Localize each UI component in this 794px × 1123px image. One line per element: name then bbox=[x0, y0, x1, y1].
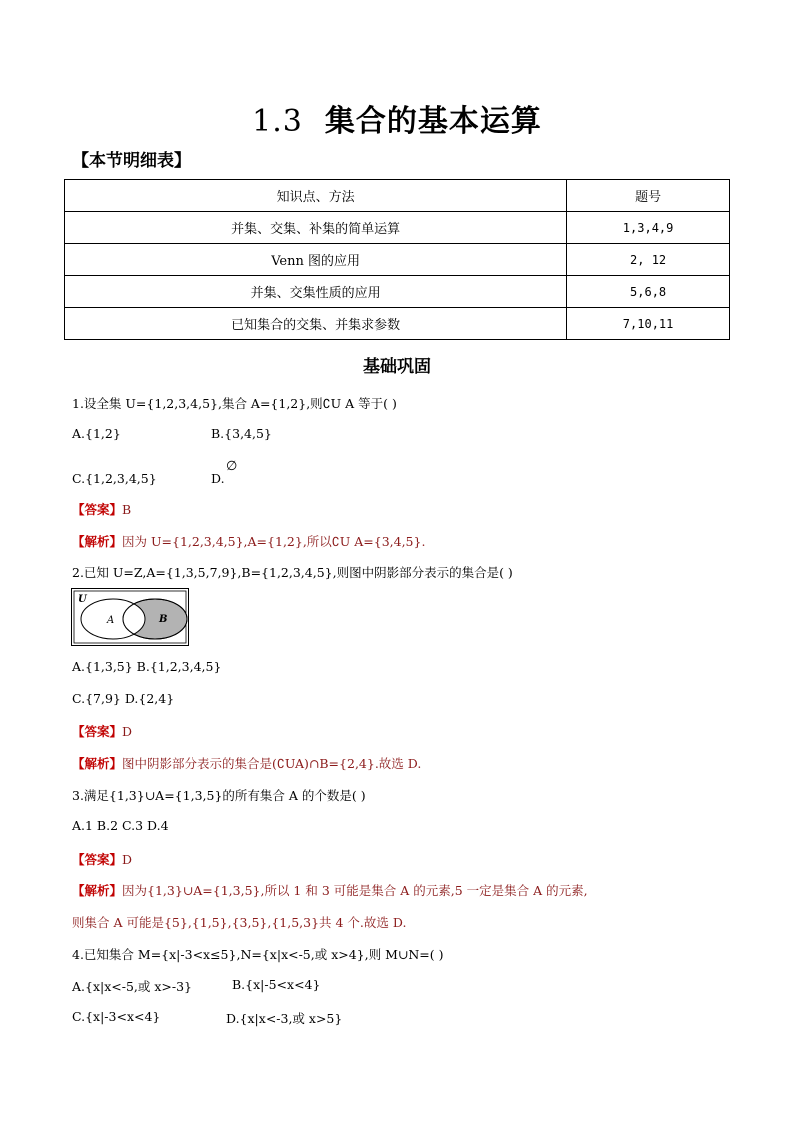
q3-analysis-cont: 则集合 A 可能是{5},{1,5},{3,5},{1,5,3}共 4 个.故选 D. bbox=[72, 915, 407, 930]
table-header-number: 题号 bbox=[567, 180, 730, 212]
q4-stem: 4.已知集合 M={x|-3<x≤5},N={x|x<-5,或 x>4},则 M∪N=( ) bbox=[72, 947, 444, 962]
answer-tag: 【答案】 bbox=[72, 502, 123, 517]
analysis-text: 因为{1,3}∪A={1,3,5},所以 1 和 3 可能是集合 A 的元素,5 一定是集合 A 的元素, bbox=[122, 883, 588, 898]
title-number: 1.3 bbox=[252, 104, 303, 139]
table-header-row bbox=[65, 180, 730, 212]
q2-options-ab: A.{1,3,5} B.{1,2,3,4,5} bbox=[72, 659, 222, 674]
q3-options: A.1 B.2 C.3 D.4 bbox=[72, 818, 169, 833]
q3-stem: 3.满足{1,3}∪A={1,3,5}的所有集合 A 的个数是( ) bbox=[72, 788, 366, 803]
venn-label-b: B bbox=[159, 614, 168, 625]
table-row bbox=[65, 308, 730, 340]
answer-value: B bbox=[122, 502, 132, 517]
q3-answer bbox=[72, 850, 132, 868]
q4-option-d: D.{x|x<-3,或 x>5} bbox=[226, 1011, 343, 1026]
table-row bbox=[65, 244, 730, 276]
table-cell: 5,6,8 bbox=[567, 276, 730, 308]
table-cell: 7,10,11 bbox=[567, 308, 730, 340]
q1-option-c: C.{1,2,3,4,5} bbox=[72, 471, 157, 486]
table-cell: 1,3,4,9 bbox=[567, 212, 730, 244]
q1-option-a: A.{1,2} bbox=[72, 426, 121, 441]
analysis-text: 图中阴影部分表示的集合是(∁UA)∩B={2,4}.故选 D. bbox=[122, 756, 422, 771]
answer-value: D bbox=[122, 724, 133, 739]
analysis-tag: 【解析】 bbox=[72, 883, 123, 898]
venn-label-a: A bbox=[107, 615, 115, 626]
venn-diagram bbox=[71, 588, 189, 646]
analysis-tag: 【解析】 bbox=[72, 534, 123, 549]
q4-option-a: A.{x|x<-5,或 x>-3} bbox=[72, 979, 193, 994]
title-text: 集合的基本运算 bbox=[324, 104, 542, 139]
q1-option-b: B.{3,4,5} bbox=[211, 426, 272, 441]
q2-answer bbox=[72, 722, 132, 740]
table-row bbox=[65, 276, 730, 308]
table-cell: Venn 图的应用 bbox=[65, 244, 567, 276]
q1-answer bbox=[72, 500, 131, 518]
answer-tag: 【答案】 bbox=[72, 852, 123, 867]
detail-table bbox=[64, 179, 730, 340]
q3-analysis bbox=[72, 881, 588, 899]
q1-analysis bbox=[72, 532, 425, 550]
table-cell: 2, 12 bbox=[567, 244, 730, 276]
table-cell: 并集、交集性质的应用 bbox=[65, 276, 567, 308]
answer-value: D bbox=[122, 852, 133, 867]
q1-stem: 1.设全集 U={1,2,3,4,5},集合 A={1,2},则∁U A 等于( ) bbox=[72, 396, 397, 411]
q4-option-c: C.{x|-3<x<4} bbox=[72, 1009, 161, 1024]
subtitle: 基础巩固 bbox=[363, 357, 431, 377]
analysis-text: 因为 U={1,2,3,4,5},A={1,2},所以∁U A={3,4,5}. bbox=[122, 534, 426, 549]
table-header-topic: 知识点、方法 bbox=[65, 180, 567, 212]
q1-option-d: D. bbox=[211, 471, 225, 486]
q4-option-b: B.{x|-5<x<4} bbox=[232, 977, 321, 992]
table-cell: 并集、交集、补集的简单运算 bbox=[65, 212, 567, 244]
table-cell: 已知集合的交集、并集求参数 bbox=[65, 308, 567, 340]
analysis-tag: 【解析】 bbox=[72, 756, 123, 771]
page-title bbox=[0, 96, 794, 140]
q2-analysis bbox=[72, 754, 421, 772]
venn-label-u: U bbox=[78, 594, 87, 605]
q2-stem: 2.已知 U=Z,A={1,3,5,7,9},B={1,2,3,4,5},则图中阴影部分表示的集合是( ) bbox=[72, 565, 513, 580]
q2-options-cd: C.{7,9} D.{2,4} bbox=[72, 691, 175, 706]
section-tag: 【本节明细表】 bbox=[72, 151, 191, 171]
empty-set-symbol: ∅ bbox=[226, 459, 238, 474]
answer-tag: 【答案】 bbox=[72, 724, 123, 739]
table-row bbox=[65, 212, 730, 244]
